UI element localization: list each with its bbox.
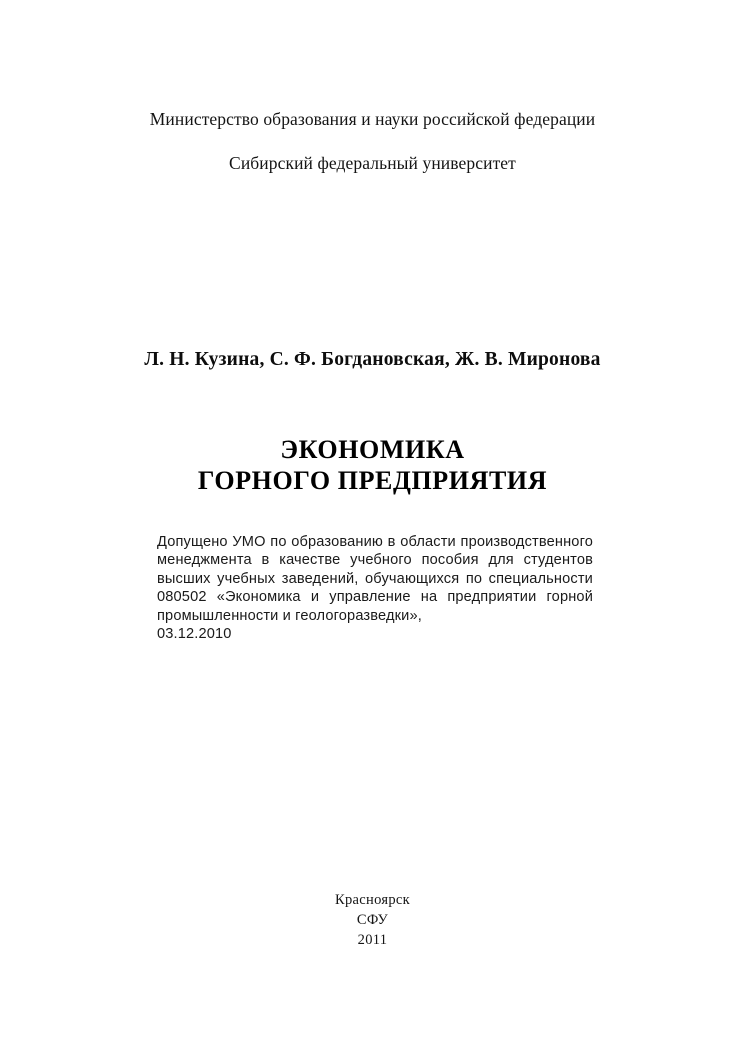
authors-line: Л. Н. Кузина, С. Ф. Богдановская, Ж. В. Миронова xyxy=(144,349,601,370)
book-title xyxy=(0,434,745,496)
book-title-line-2: ГОРНОГО ПРЕДПРИЯТИЯ xyxy=(197,466,548,495)
university-line: Сибирский федеральный университет xyxy=(229,153,516,173)
imprint xyxy=(0,890,745,950)
masthead xyxy=(0,108,745,174)
book-title-line-1: ЭКОНОМИКА xyxy=(280,435,465,464)
approval-body: Допущено УМО по образованию в области производственного менеджмента в качестве учебного пособия для студентов высших учебных заведений, обучающихся по специальности 080502 «Экономика и управление на предприятии горной промышленности и геологоразведки», xyxy=(157,534,593,624)
imprint-publisher: СФУ xyxy=(356,912,389,928)
imprint-city: Красноярск xyxy=(335,892,410,908)
imprint-year: 2011 xyxy=(357,932,388,948)
approval-date: 03.12.2010 xyxy=(157,626,232,643)
ministry-line: Министерство образования и науки российской федерации xyxy=(149,109,596,129)
approval-note xyxy=(157,533,593,643)
